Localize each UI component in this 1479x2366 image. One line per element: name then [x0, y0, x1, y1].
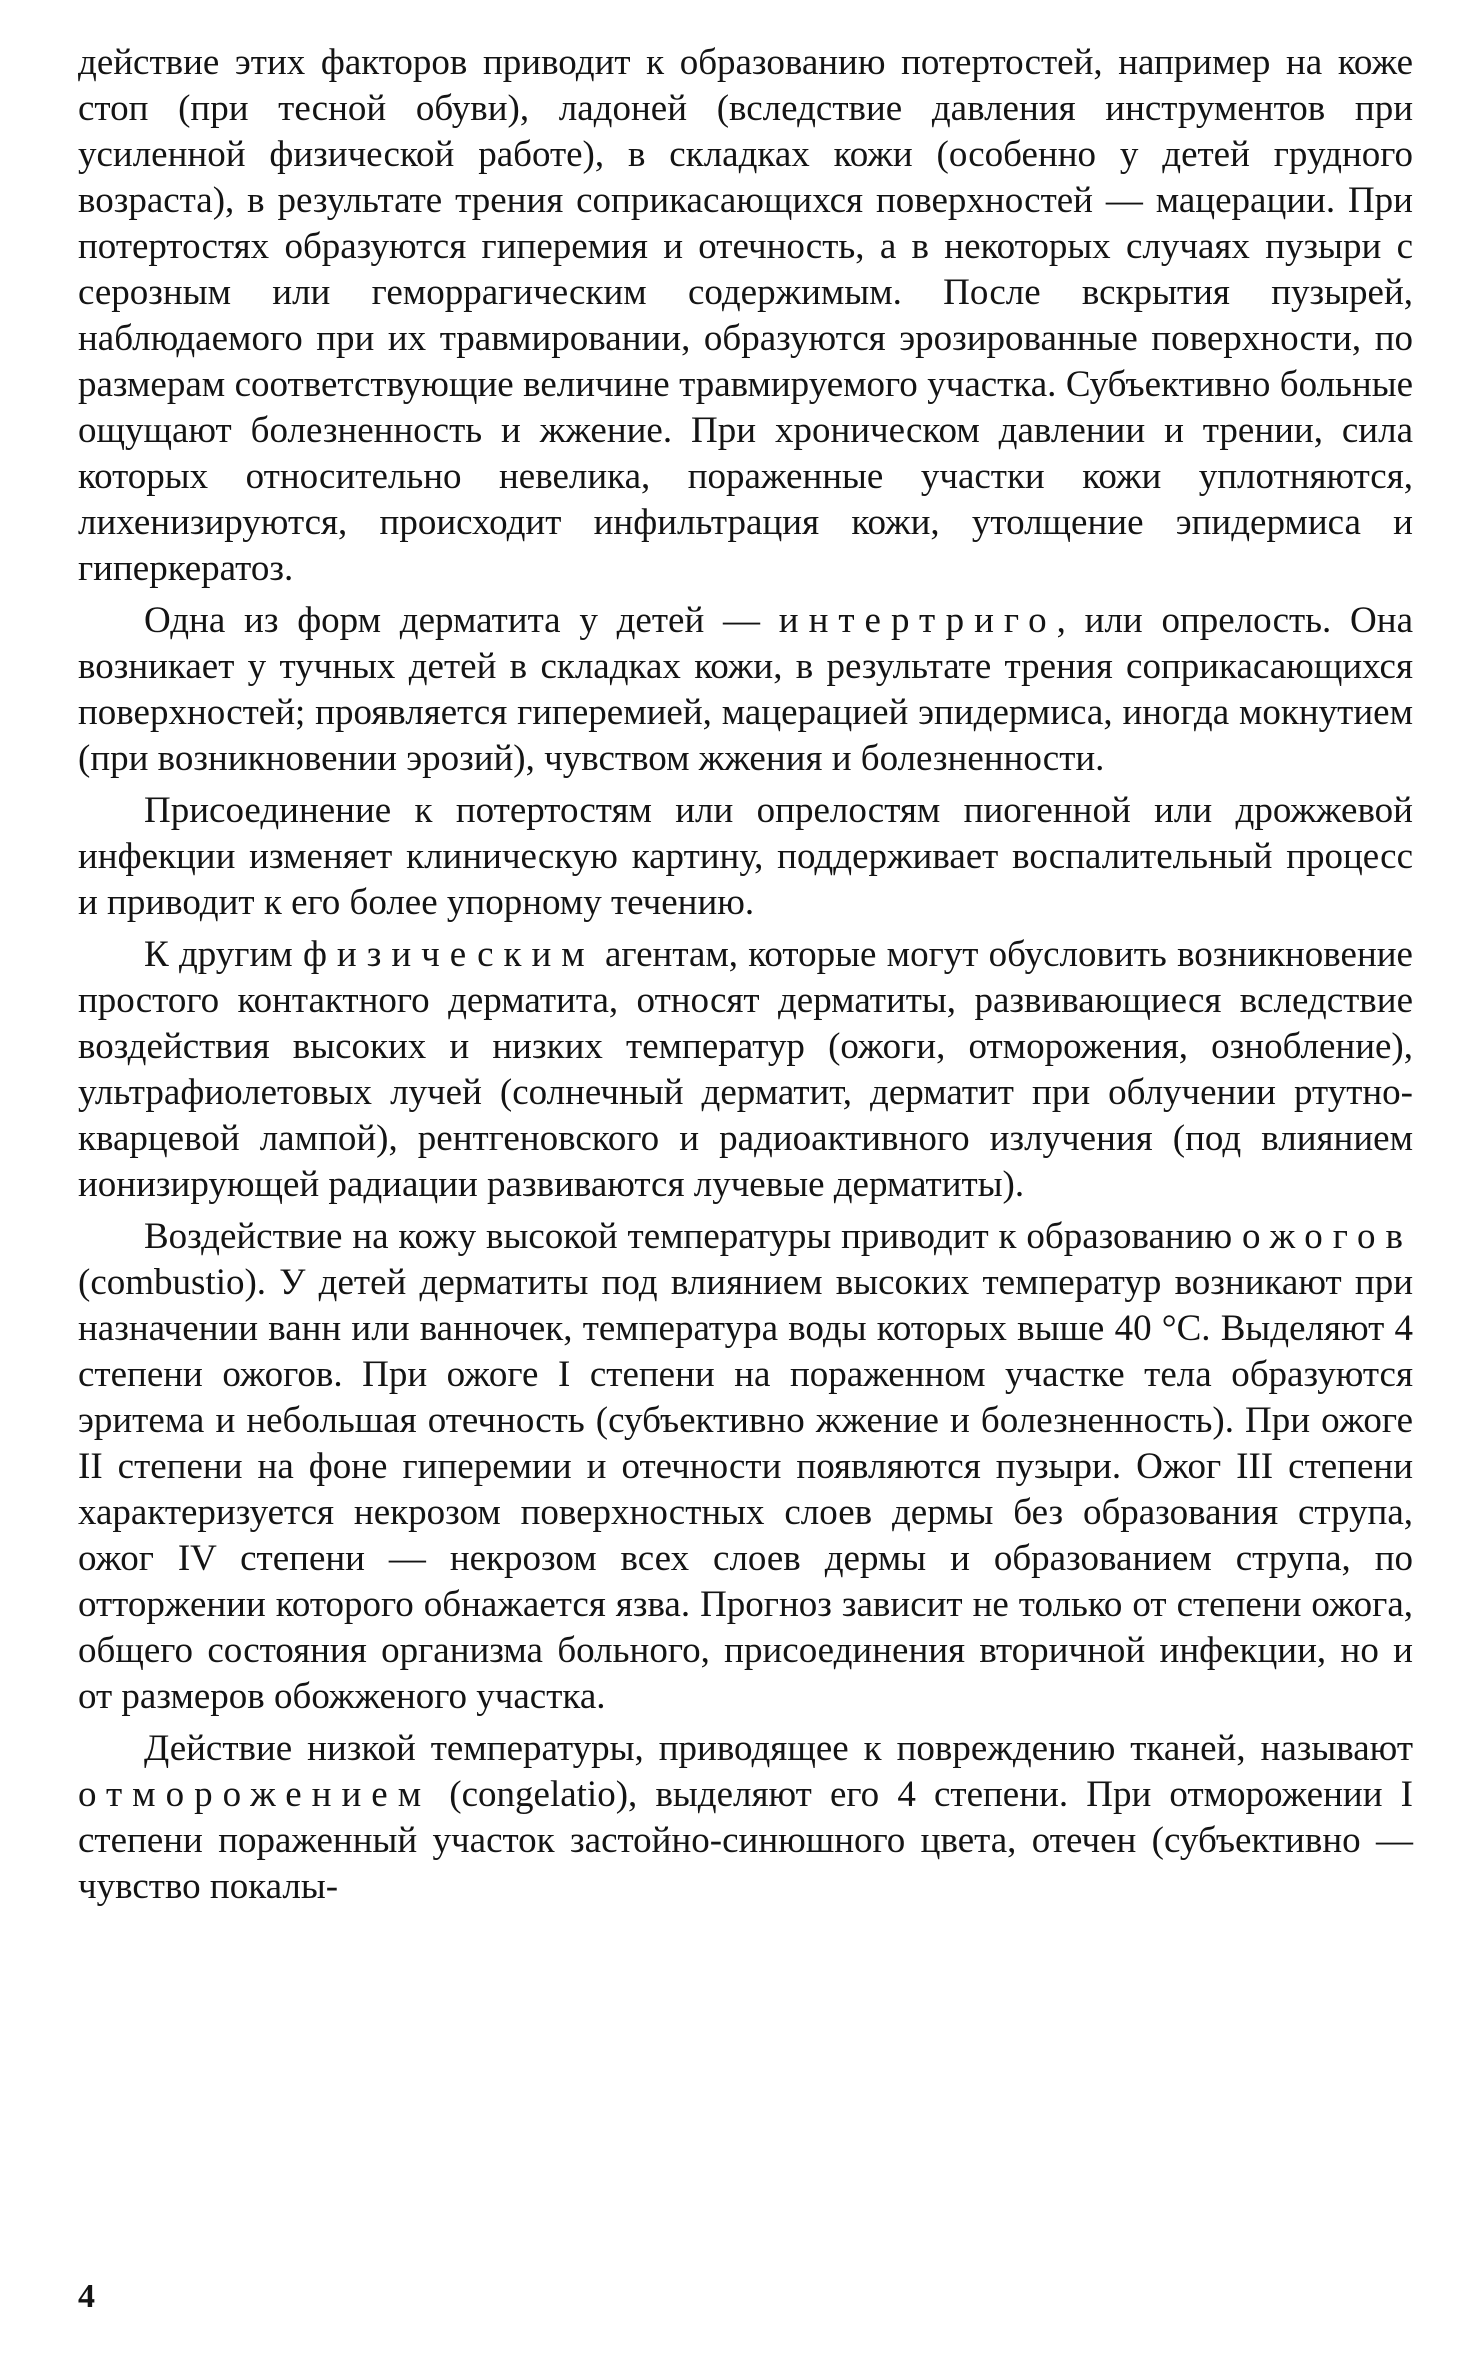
paragraph-friction-dermatitis [78, 40, 1413, 592]
paragraph-5-text-a: Воздействие на кожу высокой температуры приводит к образованию [144, 1216, 1243, 1257]
paragraph-3-text: Присоединение к потертостям или опрелостям пиогенной или дрожжевой инфекции изменяет клиническую картину, поддерживает воспалительный процесс и приводит к его более упорному течению. [78, 790, 1413, 923]
paragraph-intertrigo [78, 598, 1413, 782]
term-intertrigo: интертриго [778, 600, 1057, 641]
page-number: 4 [78, 2278, 95, 2315]
paragraph-4-text-b: агентам, которые могут обусловить возникновение простого контактного дерматита, относят дерматиты, развивающиеся вследствие воздействия высоких и низких температур (ожоги, отморожения, ознобление), ультрафиолетовых лучей (солнечный дерматит, дерматит при облучении ртутно-кварцевой лампой), рентгеновского и радиоактивного излучения (под влиянием ионизирующей радиации развиваются лучевые дерматиты). [78, 934, 1413, 1205]
paragraph-6-text-b: (congelatio), выделяют его 4 степени. При отморожении I степени пораженный участок застойно-синюшного цвета, отечен (субъективно — чувство покалы- [78, 1774, 1413, 1907]
paragraph-frostbite [78, 1726, 1413, 1910]
term-physical: физическим [302, 934, 595, 975]
term-frostbite: отморожением [78, 1774, 432, 1815]
term-burns: ожогов [1242, 1216, 1413, 1257]
paragraph-physical-agents [78, 932, 1413, 1208]
paragraph-1-text: действие этих факторов приводит к образованию потертостей, например на коже стоп (при тесной обуви), ладоней (вследствие давления инструментов при усиленной физической работе), в складках кожи (особенно у детей грудного возраста), в результате трения соприкасающихся поверхностей — мацерации. При потертостях образуются гиперемия и отечность, а в некоторых случаях пузыри с серозным или геморрагическим содержимым. После вскрытия пузырей, наблюдаемого при их травмировании, образуются эрозированные поверхности, по размерам соответствующие величине травмируемого участка. Субъективно больные ощущают болезненность и жжение. При хроническом давлении и трении, сила которых относительно невелика, пораженные участки кожи уплотняются, лихенизируются, происходит инфильтрация кожи, утолщение эпидермиса и гиперкератоз. [78, 42, 1413, 589]
paragraph-2-text-a: Одна из форм дерматита у детей — [144, 600, 779, 641]
paragraph-5-text-b: (combustio). У детей дерматиты под влиянием высоких температур возникают при назначении ванн или ванночек, температура воды которых выше 40 °С. Выделяют 4 степени ожогов. При ожоге I степени на пораженном участке тела образуются эритема и небольшая отечность (субъективно жжение и болезненность). При ожоге II степени на фоне гиперемии и отечности появляются пузыри. Ожог III степени характеризуется некрозом поверхностных слоев дермы без образования струпа, ожог IV степени — некрозом всех слоев дермы и образованием струпа, по отторжении которого обнажается язва. Прогноз зависит не только от степени ожога, общего состояния организма больного, присоединения вторичной инфекции, но и от размеров обожженого участка. [78, 1262, 1413, 1717]
page-text-column [78, 40, 1413, 1916]
paragraph-burns [78, 1214, 1413, 1720]
paragraph-4-text-a: К другим [144, 934, 303, 975]
paragraph-6-text-a: Действие низкой температуры, приводящее к повреждению тканей, называют [144, 1728, 1413, 1769]
paragraph-infection [78, 788, 1413, 926]
paragraph-2-text-b: , или опрелость. Она возникает у тучных детей в складках кожи, в результате трения соприкасающихся поверхностей; проявляется гиперемией, мацерацией эпидермиса, иногда мокнутием (при возникновении эрозий), чувством жжения и болезненности. [78, 600, 1413, 779]
